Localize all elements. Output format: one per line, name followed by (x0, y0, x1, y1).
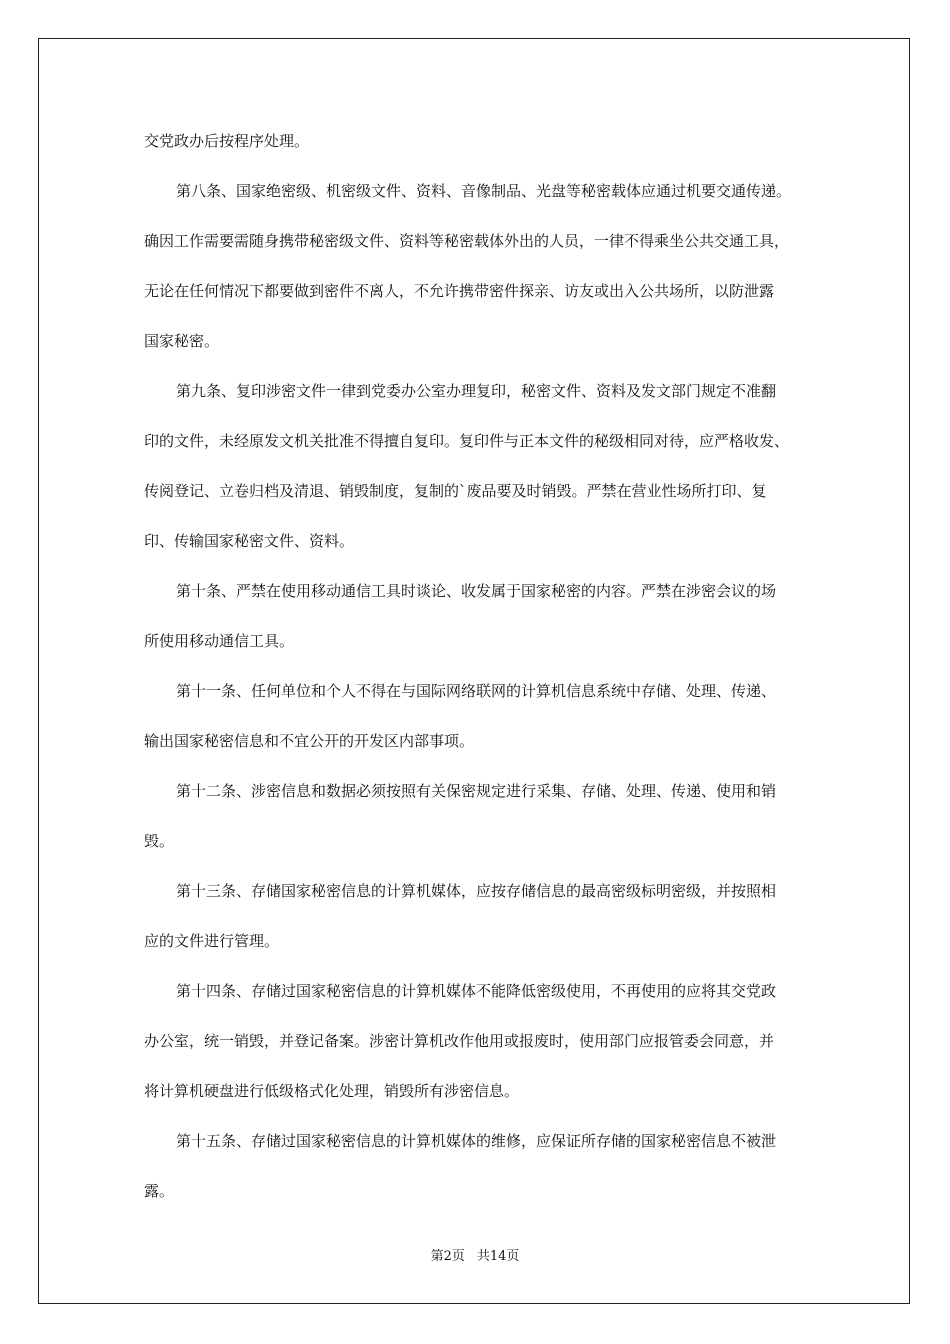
document-body (144, 116, 808, 1216)
text-line: 确因工作需要需随身携带秘密级文件、资料等秘密载体外出的人员，一律不得乘坐公共交通工具， (144, 232, 790, 250)
text-line: 毁。 (144, 832, 175, 850)
page-number: 第2页 (430, 1249, 465, 1264)
text-line: 无论在任何情况下都要做到密件不离人，不允许携带密件探亲、访友或出入公共场所，以防泄露 (144, 282, 775, 300)
article-9-line: 第九条、复印涉密文件一律到党委办公室办理复印，秘密文件、资料及发文部门规定不准翻 (176, 382, 777, 400)
article-13-line: 第十三条、存储国家秘密信息的计算机媒体，应按存储信息的最高密级标明密级，并按照相 (176, 882, 777, 900)
article-15-line: 第十五条、存储过国家秘密信息的计算机媒体的维修，应保证所存储的国家秘密信息不被泄 (176, 1132, 777, 1150)
page-footer (0, 1248, 950, 1266)
page-total: 共14页 (476, 1249, 520, 1264)
text-line: 交党政办后按程序处理。 (144, 132, 310, 150)
text-line: 露。 (144, 1182, 175, 1200)
article-12-line: 第十二条、涉密信息和数据必须按照有关保密规定进行采集、存储、处理、传递、使用和销 (176, 782, 777, 800)
article-8-line: 第八条、国家绝密级、机密级文件、资料、音像制品、光盘等秘密载体应通过机要交通传递。 (176, 182, 792, 200)
text-line: 印、传输国家秘密文件、资料。 (144, 532, 355, 550)
text-line: 印的文件，未经原发文机关批准不得擅自复印。复印件与正本文件的秘级相同对待，应严格收发、 (144, 432, 790, 450)
text-line: 国家秘密。 (144, 332, 220, 350)
text-line: 办公室，统一销毁，并登记备案。涉密计算机改作他用或报废时，使用部门应报管委会同意，并 (144, 1032, 775, 1050)
text-line: 所使用移动通信工具。 (144, 632, 295, 650)
article-10-line: 第十条、严禁在使用移动通信工具时谈论、收发属于国家秘密的内容。严禁在涉密会议的场 (176, 582, 777, 600)
text-line: 应的文件进行管理。 (144, 932, 280, 950)
text-line: 输出国家秘密信息和不宜公开的开发区内部事项。 (144, 732, 475, 750)
text-line: 将计算机硬盘进行低级格式化处理，销毁所有涉密信息。 (144, 1082, 520, 1100)
text-line: 传阅登记、立卷归档及清退、销毁制度，复制的`废品要及时销毁。严禁在营业性场所打印、复 (144, 482, 767, 500)
article-11-line: 第十一条、任何单位和个人不得在与国际网络联网的计算机信息系统中存储、处理、传递、 (176, 682, 777, 700)
article-14-line: 第十四条、存储过国家秘密信息的计算机媒体不能降低密级使用，不再使用的应将其交党政 (176, 982, 777, 1000)
